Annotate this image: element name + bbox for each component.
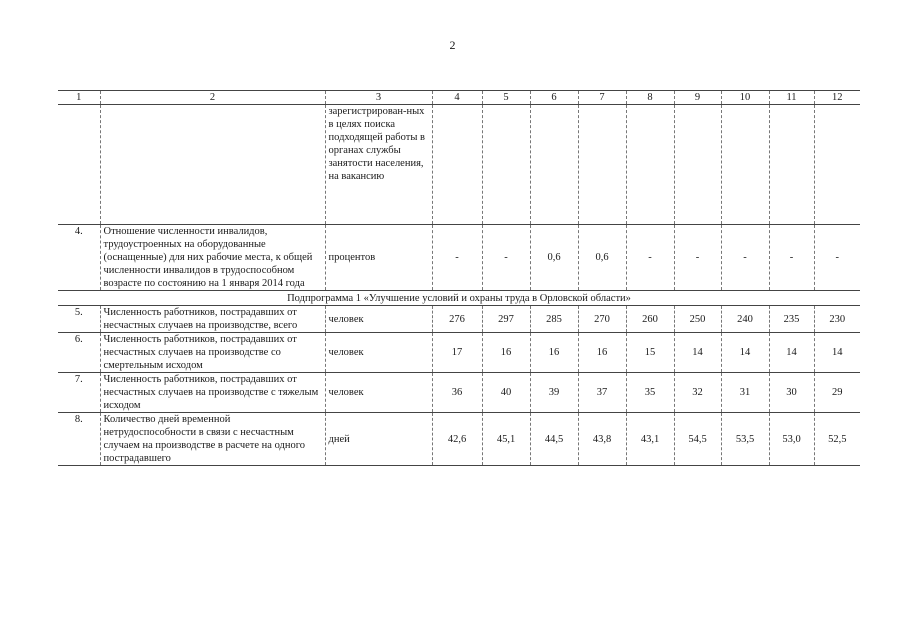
value-cell: 53,5: [721, 413, 769, 466]
value-cell: 260: [626, 306, 674, 333]
value-cell: 43,1: [626, 413, 674, 466]
indicator-name: Численность работников, пострадавших от несчастных случаев на производстве, всего: [100, 306, 325, 333]
value-cell: -: [482, 225, 530, 291]
row-number: 6.: [58, 333, 100, 373]
value-cell: 235: [769, 306, 814, 333]
column-number-row: [58, 91, 860, 105]
column-number: 2: [100, 91, 325, 105]
indicator-name: Отношение численности инвалидов, трудоустроенных на оборудованные (оснащенные) для них рабочие места, к общей численности инвалидов в трудоспособном возрасте по состоянию на 1 января 2014 года: [100, 225, 325, 291]
value-cell: -: [674, 225, 721, 291]
table-row: [58, 333, 860, 373]
table-row: [58, 105, 860, 225]
value-cell: 0,6: [530, 225, 578, 291]
value-cell: [482, 105, 530, 225]
value-cell: 0,6: [578, 225, 626, 291]
column-number: 4: [432, 91, 482, 105]
value-cell: 276: [432, 306, 482, 333]
column-number: 3: [325, 91, 432, 105]
unit-cell: человек: [325, 306, 432, 333]
column-number: 9: [674, 91, 721, 105]
indicator-name: Численность работников, пострадавших от несчастных случаев на производстве со смертельным исходом: [100, 333, 325, 373]
value-cell: 32: [674, 373, 721, 413]
value-cell: 31: [721, 373, 769, 413]
value-cell: 40: [482, 373, 530, 413]
value-cell: [432, 105, 482, 225]
column-number: 11: [769, 91, 814, 105]
value-cell: 15: [626, 333, 674, 373]
row-number: 7.: [58, 373, 100, 413]
value-cell: 37: [578, 373, 626, 413]
row-number: [58, 105, 100, 225]
value-cell: 230: [814, 306, 860, 333]
value-cell: 30: [769, 373, 814, 413]
value-cell: 29: [814, 373, 860, 413]
value-cell: [814, 105, 860, 225]
column-number: 5: [482, 91, 530, 105]
value-cell: -: [769, 225, 814, 291]
unit-cell: дней: [325, 413, 432, 466]
value-cell: 16: [530, 333, 578, 373]
value-cell: 44,5: [530, 413, 578, 466]
value-cell: 270: [578, 306, 626, 333]
value-cell: 17: [432, 333, 482, 373]
value-cell: [674, 105, 721, 225]
row-number: 4.: [58, 225, 100, 291]
value-cell: 250: [674, 306, 721, 333]
value-cell: 36: [432, 373, 482, 413]
value-cell: 14: [674, 333, 721, 373]
value-cell: 14: [769, 333, 814, 373]
value-cell: 45,1: [482, 413, 530, 466]
unit-cell: зарегистрирован-ных в целях поиска подходящей работы в органах службы занятости населения, на вакансию: [325, 105, 432, 225]
value-cell: 14: [721, 333, 769, 373]
row-number: 8.: [58, 413, 100, 466]
indicator-name: [100, 105, 325, 225]
table-row: [58, 225, 860, 291]
value-cell: 14: [814, 333, 860, 373]
table-row: [58, 373, 860, 413]
value-cell: [721, 105, 769, 225]
indicator-name: Количество дней временной нетрудоспособности в связи с несчастным случаем на производстве в расчете на одного пострадавшего: [100, 413, 325, 466]
column-number: 6: [530, 91, 578, 105]
value-cell: 53,0: [769, 413, 814, 466]
unit-cell: человек: [325, 333, 432, 373]
value-cell: [626, 105, 674, 225]
value-cell: 285: [530, 306, 578, 333]
value-cell: 39: [530, 373, 578, 413]
row-number: 5.: [58, 306, 100, 333]
unit-cell: процентов: [325, 225, 432, 291]
column-number: 8: [626, 91, 674, 105]
subprogram-row: [58, 291, 860, 306]
value-cell: [530, 105, 578, 225]
value-cell: [578, 105, 626, 225]
subprogram-title: Подпрограмма 1 «Улучшение условий и охраны труда в Орловской области»: [287, 292, 631, 304]
indicators-table: [58, 90, 860, 466]
value-cell: [769, 105, 814, 225]
value-cell: 43,8: [578, 413, 626, 466]
value-cell: 240: [721, 306, 769, 333]
value-cell: 16: [482, 333, 530, 373]
value-cell: 297: [482, 306, 530, 333]
table-row: [58, 306, 860, 333]
column-number: 12: [814, 91, 860, 105]
value-cell: -: [626, 225, 674, 291]
value-cell: 54,5: [674, 413, 721, 466]
column-number: 7: [578, 91, 626, 105]
page-number: 2: [449, 38, 456, 52]
value-cell: 35: [626, 373, 674, 413]
column-number: 1: [58, 91, 100, 105]
value-cell: -: [432, 225, 482, 291]
value-cell: 52,5: [814, 413, 860, 466]
table-row: [58, 413, 860, 466]
value-cell: 16: [578, 333, 626, 373]
column-number: 10: [721, 91, 769, 105]
unit-cell: человек: [325, 373, 432, 413]
indicator-name: Численность работников, пострадавших от несчастных случаев на производстве с тяжелым исходом: [100, 373, 325, 413]
value-cell: 42,6: [432, 413, 482, 466]
value-cell: -: [814, 225, 860, 291]
value-cell: -: [721, 225, 769, 291]
